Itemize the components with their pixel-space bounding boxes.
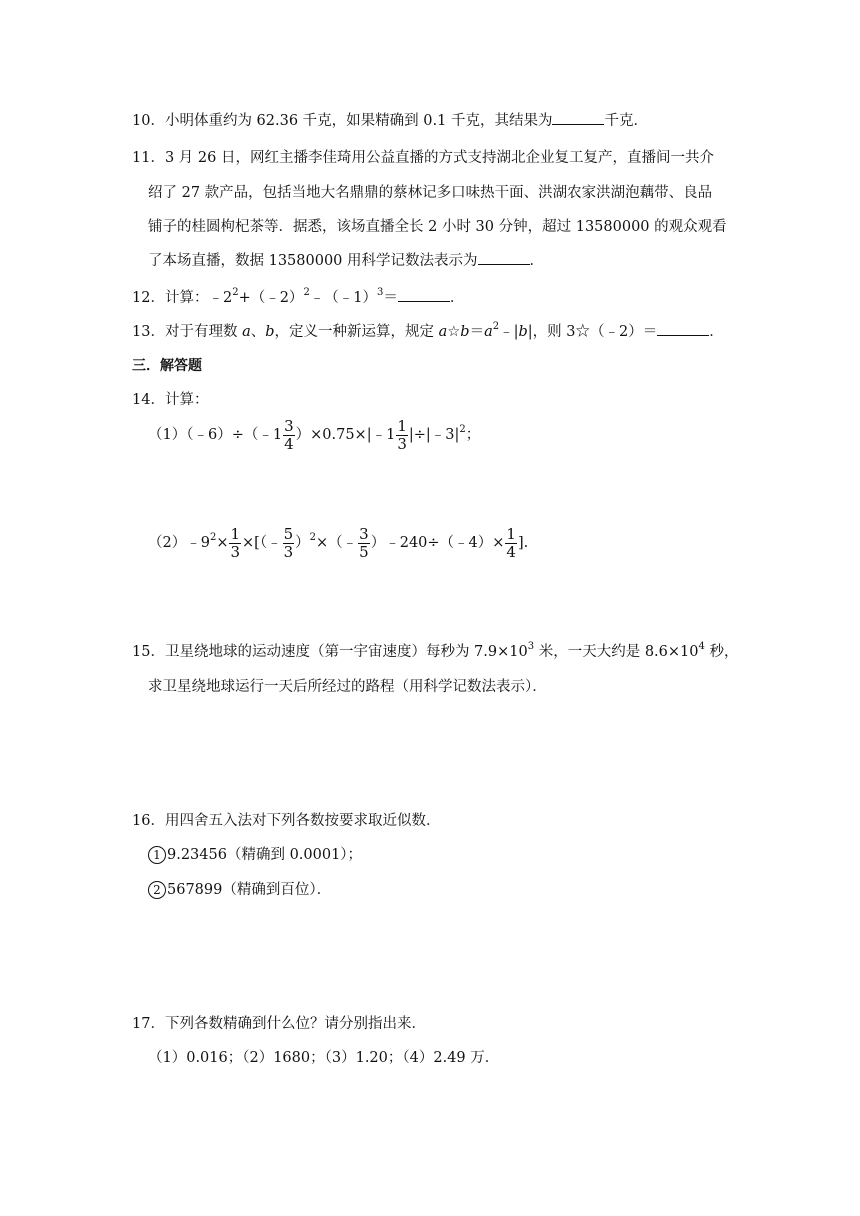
fraction — [283, 418, 295, 453]
item-text: 9.23456（精确到 0.0001）； — [167, 847, 363, 863]
text-part: ，定义一种新运算，规定 — [274, 324, 439, 340]
exponent: 2 — [303, 287, 310, 298]
question-text-end: 千克． — [604, 113, 648, 129]
expr-part: ×（﹣ — [316, 535, 358, 551]
variable: b — [460, 324, 470, 340]
question-11-line-3: 铺子的桂圆枸杞茶等．据悉，该场直播全长 2 小时 30 分钟，超过 13580000 的观众观看 — [148, 219, 727, 235]
denominator: 4 — [506, 542, 516, 561]
exponent: 2 — [232, 287, 239, 298]
question-line-end: ． — [529, 253, 545, 269]
question-title: 下列各数精确到什么位？请分别指出来． — [164, 1016, 426, 1032]
exponent: 3 — [527, 641, 535, 652]
expr-part: ＝ — [383, 290, 398, 306]
question-number: 10． — [132, 113, 165, 129]
question-14-part-2 — [148, 523, 528, 563]
text-part: 米，一天大约是 8.6×10 — [534, 644, 699, 660]
question-14-part-1 — [148, 415, 480, 455]
exponent: 2 — [209, 532, 217, 543]
question-11-line-2: 绍了 27 款产品，包括当地大名鼎鼎的蔡林记多口味热干面、洪湖农家洪湖泡藕带、良品 — [148, 185, 713, 201]
expr-end: ； — [465, 427, 481, 443]
exponent: 2 — [309, 532, 317, 543]
variable: a — [438, 324, 448, 340]
denominator: 3 — [397, 434, 407, 453]
expr-part: ×[（﹣ — [242, 535, 282, 551]
numerator: 3 — [359, 524, 369, 543]
item-text: 567899（精确到百位）． — [167, 882, 332, 898]
star-operator: ☆ — [447, 324, 461, 340]
denominator: 4 — [284, 434, 294, 453]
question-number: 17． — [132, 1016, 165, 1032]
question-number: 11． — [132, 150, 165, 166]
fraction — [505, 526, 517, 561]
circled-number: 1 — [148, 846, 166, 864]
question-17-items: （1）0.016；（2）1680；（3）1.20；（4）2.49 万． — [148, 1050, 500, 1066]
text-part: ﹣| — [499, 324, 519, 340]
question-number: 14． — [132, 392, 165, 408]
numerator: 1 — [506, 524, 516, 543]
expr-part: ） — [295, 535, 310, 551]
text-end: ． — [709, 324, 724, 340]
expr-end: ]. — [517, 535, 529, 551]
question-text: 小明体重约为 62.36 千克，如果精确到 0.1 千克，其结果为 — [164, 113, 553, 129]
question-12 — [132, 287, 464, 309]
expr-part: ﹣（﹣1） — [309, 290, 378, 306]
question-number: 15． — [132, 644, 165, 660]
expr-part: × — [216, 535, 229, 551]
answer-blank[interactable] — [657, 321, 709, 336]
expr-part: （1）（﹣6）÷（﹣1 — [148, 427, 283, 443]
variable: b — [265, 324, 275, 340]
expr-end: ． — [449, 290, 465, 306]
expr-part: |÷|﹣3| — [408, 427, 460, 443]
question-number: 13． — [132, 324, 165, 340]
fraction — [283, 526, 295, 561]
question-title: 计算： — [164, 392, 209, 408]
question-15-line-2: 求卫星绕地球运行一天后所经过的路程（用科学记数法表示）． — [148, 679, 547, 695]
answer-blank[interactable] — [398, 287, 450, 302]
denominator: 3 — [230, 542, 241, 561]
text-part: 卫星绕地球的运动速度（第一宇宙速度）每秒为 7.9×10 — [164, 644, 528, 660]
expr-part: +（﹣2） — [238, 290, 304, 306]
question-16 — [132, 810, 440, 832]
numerator: 1 — [397, 416, 407, 435]
exponent: 3 — [377, 287, 384, 298]
question-number: 16． — [132, 813, 165, 829]
numerator: 1 — [230, 524, 241, 543]
fraction — [358, 526, 370, 561]
question-10 — [132, 110, 648, 132]
fraction — [396, 418, 408, 453]
question-title: 用四舍五入法对下列各数按要求取近似数． — [164, 813, 441, 829]
question-line: 3 月 26 日，网红主播李佳琦用公益直播的方式支持湖北企业复工复产，直播间一共介 — [164, 150, 714, 166]
exponent: 4 — [698, 641, 705, 652]
question-14 — [132, 389, 208, 411]
question-16-item-2 — [148, 879, 331, 901]
question-11-line-4 — [148, 250, 544, 272]
expr-part: （2）﹣9 — [148, 535, 210, 551]
text-part: 、 — [250, 324, 266, 340]
variable: b — [518, 324, 528, 340]
expr-part: 计算：﹣2 — [164, 290, 233, 306]
expr-part: ）×0.75×|﹣1 — [295, 427, 396, 443]
question-number: 12． — [132, 290, 165, 306]
question-17 — [132, 1013, 426, 1035]
question-11 — [132, 147, 714, 169]
question-line: 了本场直播，数据 13580000 用科学记数法表示为 — [148, 253, 478, 269]
text-part: 秒， — [704, 644, 739, 660]
denominator: 5 — [359, 542, 369, 561]
variable: a — [242, 324, 251, 340]
question-13 — [132, 321, 724, 343]
variable: a — [484, 324, 493, 340]
circled-number: 2 — [148, 881, 166, 899]
question-16-item-1 — [148, 844, 362, 866]
fraction — [229, 526, 241, 561]
expr-part: ）﹣240÷（﹣4）× — [370, 535, 505, 551]
question-15 — [132, 641, 738, 663]
answer-blank[interactable] — [478, 250, 530, 265]
denominator: 3 — [283, 542, 294, 561]
numerator: 3 — [284, 416, 294, 435]
numerator: 5 — [283, 524, 294, 543]
answer-blank[interactable] — [552, 110, 604, 125]
text-part: ＝ — [469, 324, 485, 340]
exponent: 2 — [459, 424, 466, 435]
text-part: |，则 3☆（﹣2）＝ — [527, 324, 658, 340]
text-part: 对于有理数 — [164, 324, 243, 340]
section-title: 三．解答题 — [132, 358, 202, 374]
exponent: 2 — [492, 321, 500, 332]
